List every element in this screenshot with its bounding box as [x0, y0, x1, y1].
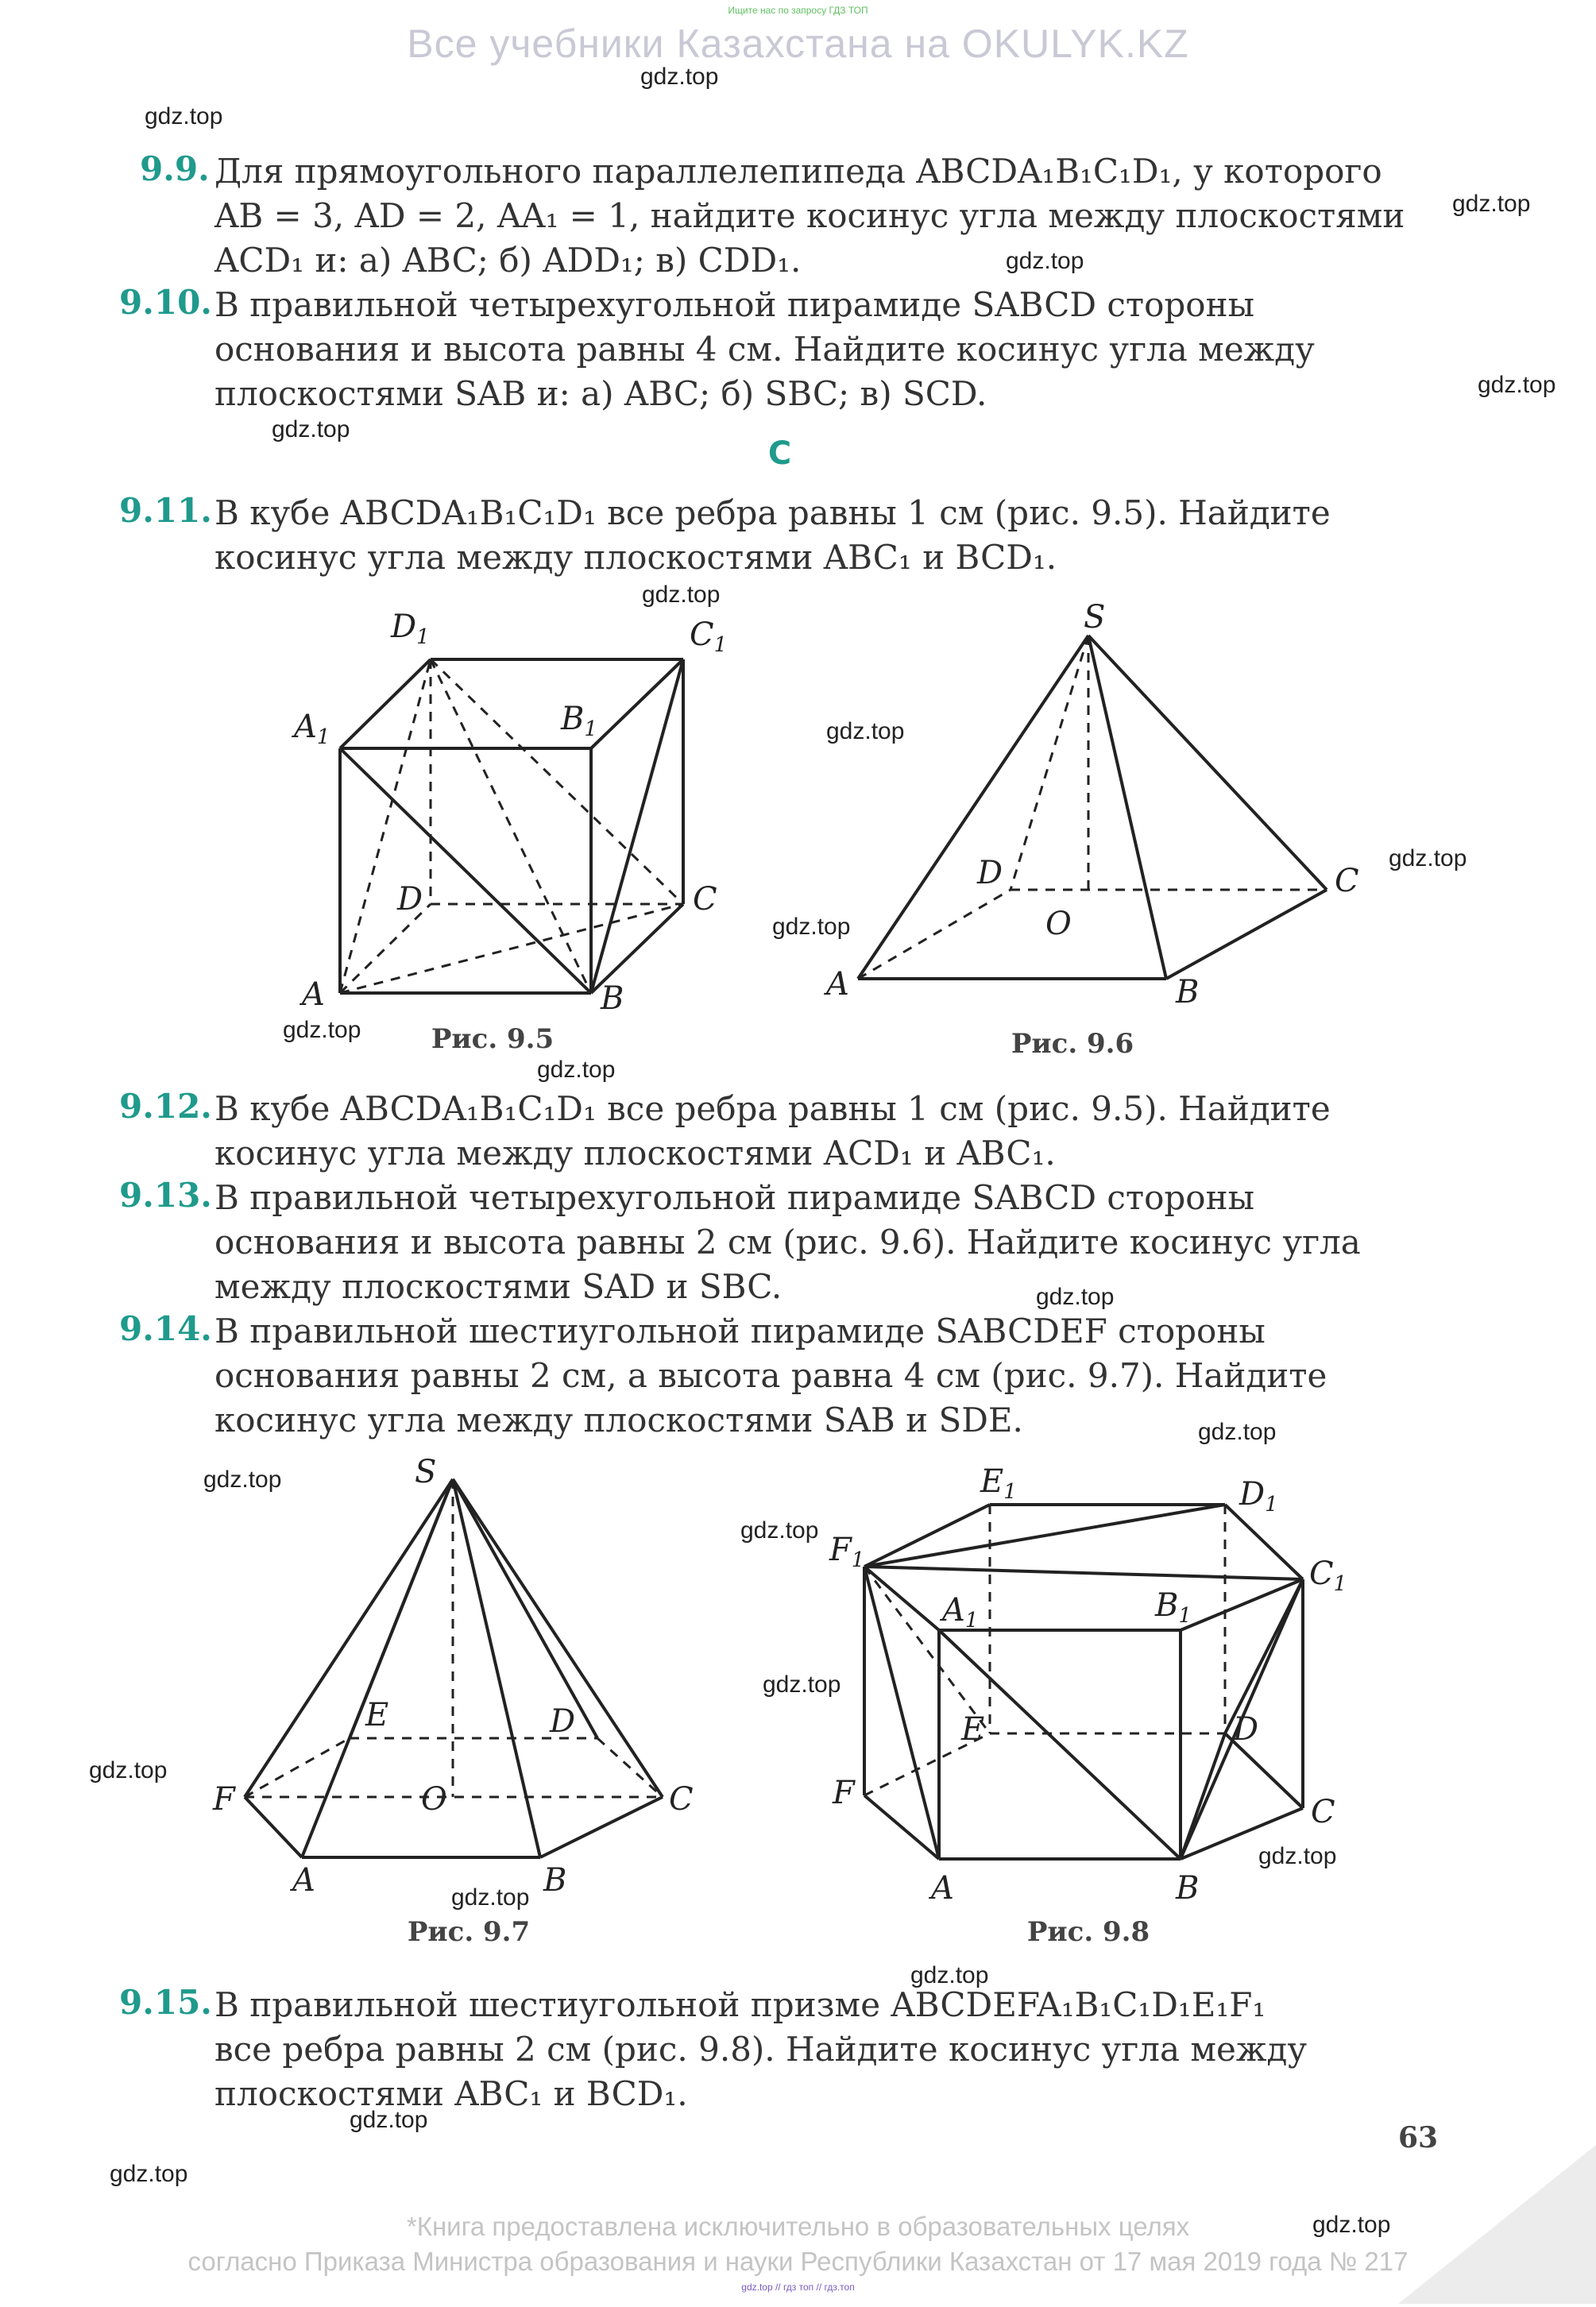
- problem-text-line: основания и высота равны 2 см (рис. 9.6). Найдите косинус угла: [214, 1223, 1361, 1262]
- vertex-label-e: E: [961, 1711, 985, 1748]
- problem-text-line: между плоскостями SAD и SBC.: [214, 1267, 783, 1306]
- problem-text-line: Для прямоугольного параллелепипеда ABCDA₁B₁C₁D₁, у которого: [214, 152, 1382, 191]
- figure-caption: Рис. 9.6: [1011, 1028, 1134, 1060]
- watermark: gdz.top: [642, 582, 721, 608]
- problem-text-line: В кубе ABCDA₁B₁C₁D₁ все ребра равны 1 см (рис. 9.5). Найдите: [214, 493, 1331, 532]
- vertex-label-c: C: [1335, 863, 1359, 899]
- vertex-label-c: C: [693, 881, 717, 918]
- vertex-label-s: S: [415, 1454, 437, 1490]
- watermark: gdz.top: [283, 1017, 361, 1043]
- figure-caption: Рис. 9.8: [1026, 1916, 1150, 1948]
- vertex-label-f1: $F_1$: [829, 1532, 865, 1572]
- watermark: gdz.top: [763, 1671, 841, 1698]
- vertex-label-f: F: [213, 1781, 235, 1818]
- vertex-label-d1: $D_1$: [391, 609, 430, 649]
- watermark: gdz.top: [350, 2107, 428, 2133]
- problem-text-line: В кубе ABCDA₁B₁C₁D₁ все ребра равны 1 см (рис. 9.5). Найдите: [214, 1089, 1331, 1128]
- bottom-note: gdz.top // гдз топ // гдз.топ: [741, 2282, 855, 2293]
- vertex-label-e1: $E_1$: [980, 1463, 1017, 1504]
- watermark: gdz.top: [826, 718, 905, 744]
- vertex-label-f: F: [833, 1775, 855, 1811]
- vertex-label-a: A: [931, 1870, 954, 1907]
- watermark: gdz.top: [145, 103, 223, 129]
- vertex-label-d: D: [550, 1703, 576, 1740]
- vertex-label-e: E: [365, 1697, 389, 1733]
- vertex-label-a1: $A_1$: [942, 1592, 979, 1633]
- watermark: gdz.top: [1312, 2212, 1391, 2238]
- watermark: gdz.top: [1036, 1284, 1115, 1310]
- problem-number: 9.11.: [119, 491, 212, 530]
- cube-diagram: [286, 604, 747, 1065]
- watermark: gdz.top: [110, 2161, 188, 2187]
- problem-text-line: плоскостями ABC₁ и BCD₁.: [214, 2074, 688, 2113]
- vertex-label-a: A: [292, 1862, 315, 1899]
- problem-9-12: [119, 1087, 1438, 1182]
- vertex-label-d: D: [397, 881, 423, 918]
- vertex-label-b: B: [1176, 1870, 1200, 1907]
- problem-9-10: [119, 283, 1438, 418]
- vertex-label-a: A: [826, 966, 849, 1003]
- problem-text-line: плоскостями SAB и: а) ABC; б) SBC; в) SCD.: [214, 374, 987, 413]
- figure-9-8: [826, 1460, 1366, 1961]
- problem-text-line: основания и высота равны 4 см. Найдите косинус угла между: [214, 330, 1315, 369]
- vertex-label-d: D: [1233, 1711, 1259, 1748]
- page-number: 63: [1398, 2121, 1439, 2154]
- watermark: gdz.top: [772, 914, 851, 940]
- vertex-label-c1: $C_1$: [1309, 1555, 1347, 1596]
- center-label-o: O: [421, 1781, 447, 1818]
- vertex-label-c1: $C_1$: [690, 616, 728, 657]
- vertex-label-b1: $B_1$: [1155, 1587, 1192, 1628]
- problem-number: 9.10.: [119, 283, 212, 322]
- watermark: gdz.top: [1389, 845, 1467, 871]
- problem-text-line: косинус угла между плоскостями ABC₁ и BCD₁.: [214, 538, 1057, 577]
- problem-text-line: В правильной четырехугольной пирамиде SABCD стороны: [214, 1178, 1255, 1217]
- problem-text-line: В правильной шестиугольной пирамиде SABCDEF стороны: [214, 1312, 1266, 1351]
- figure-9-5: [286, 604, 747, 1065]
- vertex-label-b: B: [1176, 974, 1200, 1011]
- problem-9-15: [119, 1983, 1438, 2118]
- watermark: gdz.top: [272, 416, 350, 442]
- vertex-label-d: D: [977, 855, 1003, 891]
- watermark: gdz.top: [740, 1517, 819, 1544]
- problem-number: 9.9.: [140, 149, 210, 188]
- problem-9-13: [119, 1176, 1438, 1311]
- problem-number: 9.14.: [119, 1309, 212, 1348]
- footer-line-1: *Книга предоставлена исключительно в образовательных целях: [406, 2212, 1190, 2241]
- problem-text-line: В правильной четырехугольной пирамиде SABCD стороны: [214, 285, 1255, 324]
- watermark: gdz.top: [1258, 1843, 1337, 1869]
- vertex-label-b1: $B_1$: [561, 701, 597, 741]
- watermark: gdz.top: [1006, 248, 1084, 274]
- vertex-label-c: C: [669, 1781, 694, 1818]
- problem-text-line: все ребра равны 2 см (рис. 9.8). Найдите косинус угла между: [214, 2030, 1308, 2069]
- vertex-label-c: C: [1311, 1794, 1335, 1830]
- problem-text-line: косинус угла между плоскостями ACD₁ и ABC₁.: [214, 1134, 1056, 1173]
- problem-text-line: AB = 3, AD = 2, AA₁ = 1, найдите косинус угла между плоскостями: [214, 196, 1405, 235]
- top-note: Ищите нас по запросу ГДЗ ТОП: [728, 5, 868, 16]
- problem-9-9: [119, 149, 1438, 284]
- figure-caption: Рис. 9.7: [407, 1916, 531, 1948]
- vertex-label-b: B: [543, 1862, 567, 1899]
- watermark: gdz.top: [537, 1057, 616, 1083]
- vertex-label-a1: $A_1$: [294, 709, 330, 749]
- vertex-label-b: B: [601, 980, 624, 1017]
- watermark: gdz.top: [1452, 191, 1531, 217]
- vertex-label-s: S: [1084, 599, 1106, 636]
- figure-9-6: [826, 596, 1382, 1065]
- problem-text-line: косинус угла между плоскостями SAB и SDE.: [214, 1401, 1023, 1439]
- problem-number: 9.15.: [119, 1983, 212, 2022]
- hexagonal-prism-diagram: [826, 1460, 1366, 1961]
- section-letter: C: [767, 435, 792, 472]
- problem-9-14: [119, 1309, 1438, 1444]
- hexagonal-pyramid-diagram: [207, 1446, 715, 1954]
- figure-caption: Рис. 9.5: [431, 1023, 555, 1055]
- watermark: gdz.top: [1198, 1419, 1277, 1445]
- problem-number: 9.13.: [119, 1176, 212, 1215]
- problem-number: 9.12.: [119, 1087, 212, 1126]
- problem-text-line: ACD₁ и: а) ABC; б) ADD₁; в) CDD₁.: [214, 241, 802, 280]
- watermark: gdz.top: [910, 1962, 989, 1988]
- footer-line-2: согласно Приказа Министра образования и науки Республики Казахстан от 17 мая 2019 года № 217: [187, 2247, 1409, 2276]
- problem-text-line: основания равны 2 см, а высота равна 4 см (рис. 9.7). Найдите: [214, 1356, 1327, 1395]
- center-label-o: O: [1045, 906, 1072, 942]
- watermark: gdz.top: [203, 1467, 282, 1493]
- problem-text-line: В правильной шестиугольной призме ABCDEFA₁B₁C₁D₁E₁F₁: [214, 1985, 1266, 2024]
- pyramid-diagram: [826, 596, 1382, 1065]
- watermark: gdz.top: [451, 1884, 530, 1911]
- figure-9-7: [207, 1446, 715, 1954]
- watermark: gdz.top: [89, 1757, 168, 1783]
- problem-9-11: [119, 491, 1438, 586]
- watermark: gdz.top: [640, 64, 719, 90]
- vertex-label-d1: $D_1$: [1239, 1476, 1278, 1517]
- vertex-label-a: A: [302, 976, 325, 1013]
- watermark: gdz.top: [1478, 372, 1556, 398]
- site-title: Все учебники Казахстана на OKULYK.KZ: [407, 21, 1189, 66]
